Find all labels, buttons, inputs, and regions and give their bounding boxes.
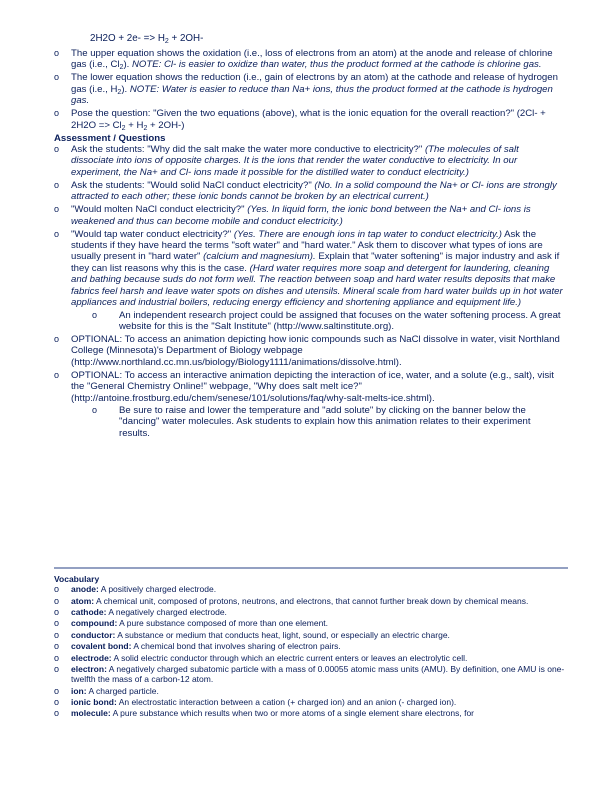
bullet-icon: o bbox=[54, 333, 60, 344]
list-item: o "Would tap water conduct electricity?" (Yes. There are enough ions in tap water to conduct electricity.) Ask the students if they have heard the terms "soft water" and "hard water." Ask them to discover what types of ions are usually present in "hard water" (calcium and magnesium). Explain that "water softening" is major industry and ask if they can list reasons why this is the case. (Hard water requires more soap and detergent for laundering, cleaning and bathing because suds do not form well. The reaction between soap and hard water results deposits that make fabrics feel harsh and leave water spots on dishes and utensils. Mineral scale from hard water builds up in hot water appliances and industrial boilers, reducing energy efficiency and shortening appliance and equipment life.) o An independent research project could be assigned that focuses on the water softening process. A great website for this is the "Salt Institute" (http://www.saltinstitute.org). bbox=[54, 228, 563, 332]
list-item: o OPTIONAL: To access an animation depicting how ionic compounds such as NaCl dissolve in water, visit Northland College (Minnesota)'s Department of Biology webpage (http://www.northland.cc.mn.us/biology/Biology1111/animations/dissolve.html). bbox=[54, 333, 560, 368]
bullet-icon: o bbox=[54, 629, 60, 640]
assessment-heading: Assessment / Questions bbox=[54, 132, 166, 144]
list-item: o Ask the students: "Would solid NaCl conduct electricity?" (No. In a solid compound the Na+ or Cl- ions are strongly attracted to each other; these ionic bonds cannot be broken by an electrical current.) bbox=[54, 179, 557, 203]
sub-list bbox=[71, 405, 564, 439]
bullet-icon: o bbox=[54, 228, 60, 239]
list-item: o The lower equation shows the reduction (i.e., gain of electrons by an atom) at the cathode and release of hydrogen gas (i.e., $H_2$). NOTE: Water is easier to reduce than Na+ ions, thus the product formed at the cathode is hydrogen gas. bbox=[54, 72, 558, 107]
bullet-icon: o bbox=[54, 179, 60, 190]
bullet-icon: o bbox=[54, 72, 60, 83]
bullet-icon: o bbox=[54, 595, 60, 606]
vocab-item: o atom: A chemical unit, composed of protons, neutrons, and electrons, that cannot further break down by chemical means. bbox=[54, 595, 529, 606]
list-item: o Ask the students: "Why did the salt make the water more conductive to electricity?" (The molecules of salt dissociate into ions of opposite charges. It is the ions that render the water conductive to electricity. In our experiment, the Na+ and Cl- ions made it possible for the distilled water to conduct electricity.) bbox=[54, 144, 519, 178]
assessment-list bbox=[54, 144, 564, 439]
vocab-item: o electrode: A solid electric conductor through which an electric current enters or leaves an electrolytic cell. bbox=[54, 652, 468, 663]
intro-section bbox=[54, 48, 564, 441]
vocab-item: o ion: A charged particle. bbox=[54, 685, 159, 696]
vocabulary-heading: Vocabulary bbox=[54, 574, 100, 584]
bullet-icon: o bbox=[54, 584, 60, 595]
vocab-item: o covalent bond: A chemical bond that involves sharing of electron pairs. bbox=[54, 641, 341, 652]
vocabulary-section bbox=[54, 574, 568, 720]
bullet-icon: o bbox=[92, 309, 98, 320]
water-reduction-equation: $2H2O + 2e- => H_2 + 2OH-$ bbox=[90, 33, 204, 45]
bullet-icon: o bbox=[54, 708, 60, 719]
sub-list-item: o Be sure to raise and lower the temperature and "add solute" by clicking on the banner below the "dancing" water molecules. Ask students to explain how this animation relates to their experiment results. bbox=[92, 404, 531, 439]
vocab-item: o electron: A negatively charged subatomic particle with a mass of 0.00055 atomic mass units (AMU). By definition, one AMU is one-twelfth the mass of a carbon-12 atom. bbox=[54, 663, 565, 685]
bullet-icon: o bbox=[54, 696, 60, 707]
bullet-icon: o bbox=[54, 685, 60, 696]
bullet-icon: o bbox=[54, 369, 60, 380]
vocab-item: o cathode: A negatively charged electrode. bbox=[54, 606, 227, 617]
sub-list bbox=[71, 310, 564, 333]
bullet-icon: o bbox=[54, 48, 60, 58]
bullet-icon: o bbox=[54, 204, 60, 215]
section-divider bbox=[54, 567, 568, 569]
bullet-icon: o bbox=[54, 606, 60, 617]
intro-list bbox=[54, 48, 564, 131]
vocab-item: o ionic bond: An electrostatic interaction between a cation (+ charged ion) and an anion (- charged ion). bbox=[54, 696, 457, 707]
list-item: o The upper equation shows the oxidation (i.e., loss of electrons from an atom) at the anode and release of chlorine gas (i.e., $Cl_2$). NOTE: Cl- is easier to oxidize than water, thus the product formed at the cathode is chlorine gas. bbox=[54, 48, 553, 72]
bullet-icon: o bbox=[54, 652, 60, 663]
list-item: o Pose the question: "Given the two equations (above), what is the ionic equation for the overall reaction?" $(2Cl- + 2H2O => Cl_2 + H_2 + 2OH-)$ bbox=[54, 108, 546, 132]
bullet-icon: o bbox=[92, 404, 98, 415]
sub-list-item: o An independent research project could be assigned that focuses on the water softening process. A great website for this is the "Salt Institute" (http://www.saltinstitute.org). bbox=[92, 309, 561, 332]
bullet-icon: o bbox=[54, 663, 60, 674]
vocab-item: o compound: A pure substance composed of more than one element. bbox=[54, 618, 329, 629]
bullet-icon: o bbox=[54, 144, 60, 155]
vocab-item: o conductor: A substance or medium that conducts heat, light, sound, or especially an electric charge. bbox=[54, 629, 450, 640]
vocab-item: o molecule: A pure substance which results when two or more atoms of a single element share electrons, for bbox=[54, 708, 475, 719]
vocabulary-list bbox=[54, 584, 568, 718]
vocab-item: o anode: A positively charged electrode. bbox=[54, 584, 217, 595]
bullet-icon: o bbox=[54, 641, 60, 652]
bullet-icon: o bbox=[54, 108, 60, 119]
bullet-icon: o bbox=[54, 618, 60, 629]
list-item: o OPTIONAL: To access an interactive animation depicting the interaction of ice, water, and a solute (e.g., salt), visit the "General Chemistry Online!" webpage, "Why does salt melt ice?" (http://antoine.frostburg.edu/chem/senese/101/solutions/faq/why-salt-melts-ice.shtml). o Be sure to raise and lower the temperature and "add solute" by clicking on the banner below the "dancing" water molecules. Ask students to explain how this animation relates to their experiment results. bbox=[54, 370, 564, 439]
list-item: o "Would molten NaCl conduct electricity?" (Yes. In liquid form, the ionic bond between the Na+ and Cl- ions is weakened and thus can become mobile and conduct electricity.) bbox=[54, 204, 531, 227]
